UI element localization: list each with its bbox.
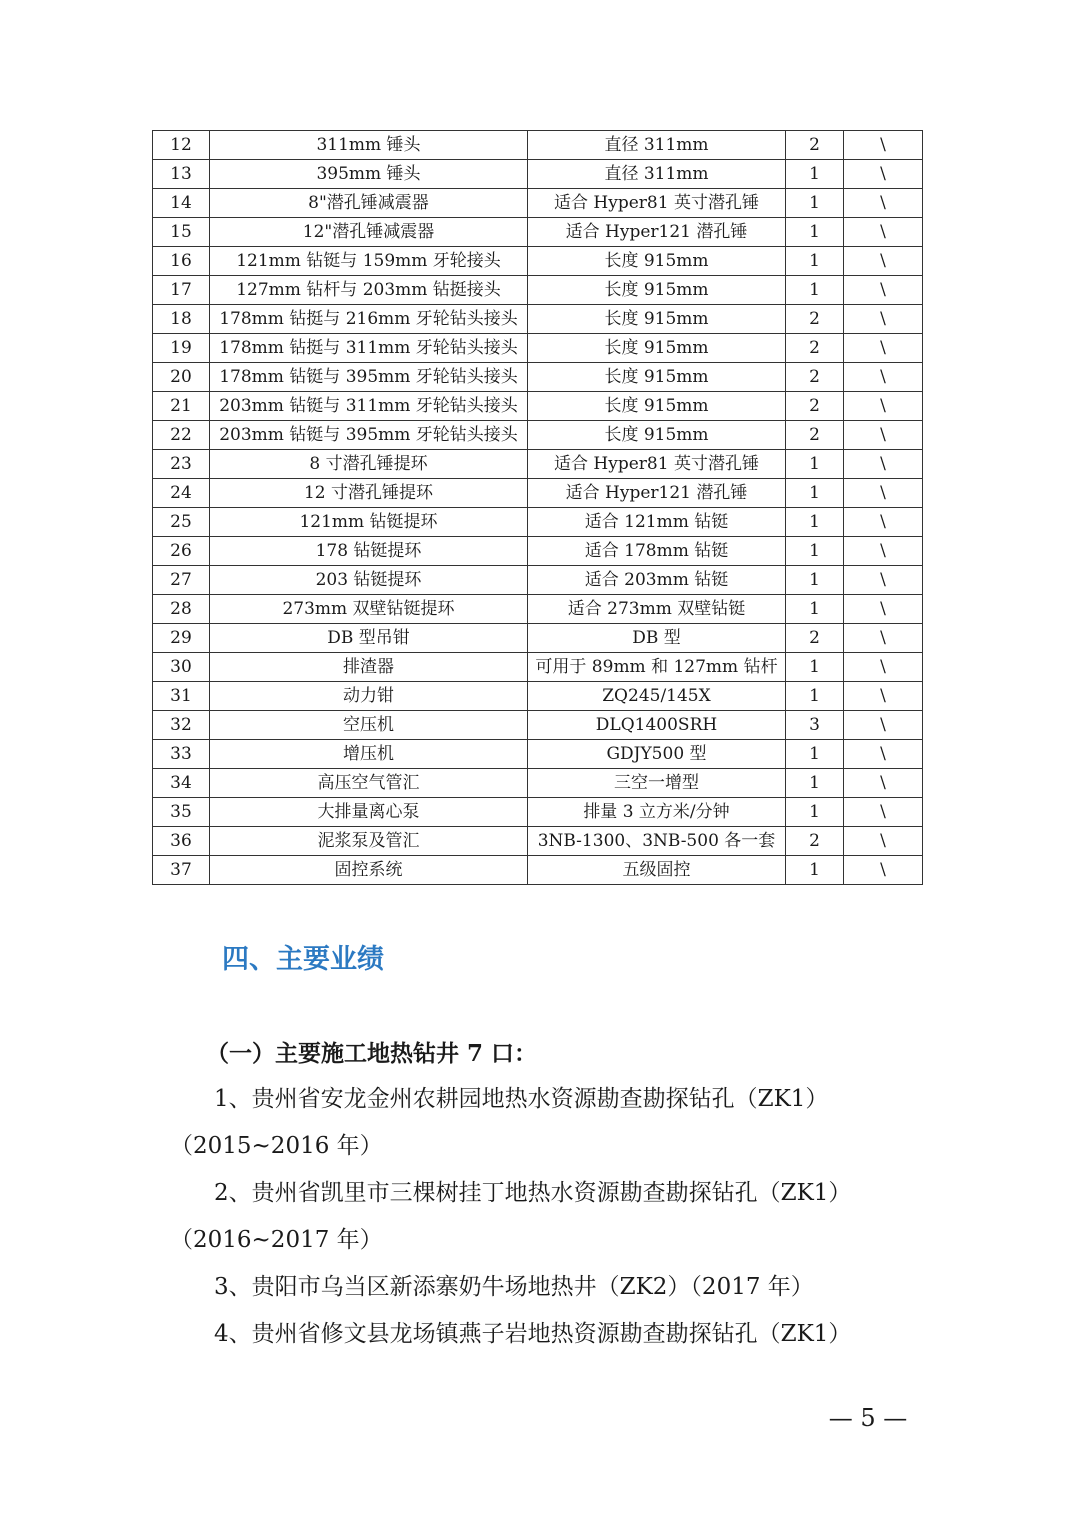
cell-item-name: 大排量离心泵 — [210, 798, 528, 827]
cell-index: 31 — [153, 682, 210, 711]
cell-item-name: 泥浆泵及管汇 — [210, 827, 528, 856]
cell-quantity: 1 — [786, 160, 844, 189]
table-row — [153, 740, 923, 769]
cell-index: 20 — [153, 363, 210, 392]
table-row — [153, 537, 923, 566]
cell-spec: ZQ245/145X — [528, 682, 786, 711]
table-row — [153, 450, 923, 479]
table-row — [153, 479, 923, 508]
cell-index: 37 — [153, 856, 210, 885]
cell-item-name: 203mm 钻铤与 311mm 牙轮钻头接头 — [210, 392, 528, 421]
cell-quantity: 2 — [786, 334, 844, 363]
cell-quantity: 2 — [786, 827, 844, 856]
table-row — [153, 769, 923, 798]
table-row — [153, 305, 923, 334]
table-row — [153, 392, 923, 421]
table-row — [153, 247, 923, 276]
equipment-table-body — [153, 131, 923, 885]
cell-spec: 3NB-1300、3NB-500 各一套 — [528, 827, 786, 856]
cell-spec: GDJY500 型 — [528, 740, 786, 769]
cell-quantity: 1 — [786, 508, 844, 537]
cell-quantity: 1 — [786, 653, 844, 682]
cell-spec: 长度 915mm — [528, 334, 786, 363]
cell-spec: 长度 915mm — [528, 421, 786, 450]
cell-quantity: 1 — [786, 856, 844, 885]
cell-quantity: 1 — [786, 189, 844, 218]
cell-quantity: 2 — [786, 305, 844, 334]
cell-item-name: 高压空气管汇 — [210, 769, 528, 798]
cell-index: 24 — [153, 479, 210, 508]
cell-item-name: 395mm 锤头 — [210, 160, 528, 189]
cell-item-name: 121mm 钻铤提环 — [210, 508, 528, 537]
cell-spec: 直径 311mm — [528, 131, 786, 160]
cell-item-name: 178mm 钻挺与 311mm 牙轮钻头接头 — [210, 334, 528, 363]
cell-note: \ — [844, 711, 923, 740]
cell-item-name: 动力钳 — [210, 682, 528, 711]
table-row — [153, 595, 923, 624]
cell-quantity: 1 — [786, 450, 844, 479]
table-row — [153, 798, 923, 827]
subsection-heading: （一）主要施工地热钻井 7 口： — [206, 1040, 538, 1067]
cell-note: \ — [844, 769, 923, 798]
cell-spec: DLQ1400SRH — [528, 711, 786, 740]
cell-spec: 适合 Hyper121 潜孔锤 — [528, 218, 786, 247]
cell-item-name: 127mm 钻杆与 203mm 钻挺接头 — [210, 276, 528, 305]
cell-index: 35 — [153, 798, 210, 827]
table-row — [153, 421, 923, 450]
cell-note: \ — [844, 247, 923, 276]
cell-spec: 适合 Hyper121 潜孔锤 — [528, 479, 786, 508]
cell-quantity: 3 — [786, 711, 844, 740]
cell-item-name: 12"潜孔锤减震器 — [210, 218, 528, 247]
cell-spec: 适合 121mm 钻铤 — [528, 508, 786, 537]
cell-spec: 适合 Hyper81 英寸潜孔锤 — [528, 189, 786, 218]
cell-note: \ — [844, 566, 923, 595]
cell-spec: 长度 915mm — [528, 392, 786, 421]
cell-note: \ — [844, 363, 923, 392]
cell-spec: 可用于 89mm 和 127mm 钻杆 — [528, 653, 786, 682]
table-row — [153, 827, 923, 856]
page-number: — 5 — — [828, 1404, 908, 1432]
cell-index: 36 — [153, 827, 210, 856]
cell-spec: 长度 915mm — [528, 305, 786, 334]
table-row — [153, 218, 923, 247]
cell-index: 28 — [153, 595, 210, 624]
cell-item-name: 排渣器 — [210, 653, 528, 682]
cell-quantity: 1 — [786, 276, 844, 305]
cell-spec: 适合 178mm 钻铤 — [528, 537, 786, 566]
table-row — [153, 624, 923, 653]
cell-note: \ — [844, 827, 923, 856]
cell-quantity: 1 — [786, 740, 844, 769]
cell-item-name: 121mm 钻铤与 159mm 牙轮接头 — [210, 247, 528, 276]
cell-quantity: 1 — [786, 769, 844, 798]
table-row — [153, 682, 923, 711]
cell-index: 23 — [153, 450, 210, 479]
cell-quantity: 1 — [786, 479, 844, 508]
cell-index: 29 — [153, 624, 210, 653]
cell-item-name: 8"潜孔锤减震器 — [210, 189, 528, 218]
cell-note: \ — [844, 798, 923, 827]
cell-note: \ — [844, 189, 923, 218]
cell-index: 18 — [153, 305, 210, 334]
cell-note: \ — [844, 595, 923, 624]
project-item: 2、贵州省凯里市三棵树挂丁地热水资源勘查勘探钻孔（ZK1）（2016~2017 年） — [170, 1180, 852, 1253]
cell-note: \ — [844, 305, 923, 334]
cell-spec: 排量 3 立方米/分钟 — [528, 798, 786, 827]
table-row — [153, 363, 923, 392]
cell-quantity: 1 — [786, 682, 844, 711]
table-row — [153, 276, 923, 305]
cell-note: \ — [844, 740, 923, 769]
cell-spec: 适合 Hyper81 英寸潜孔锤 — [528, 450, 786, 479]
cell-item-name: 311mm 锤头 — [210, 131, 528, 160]
cell-quantity: 2 — [786, 363, 844, 392]
cell-note: \ — [844, 131, 923, 160]
cell-note: \ — [844, 450, 923, 479]
cell-item-name: 固控系统 — [210, 856, 528, 885]
cell-spec: 长度 915mm — [528, 276, 786, 305]
cell-index: 32 — [153, 711, 210, 740]
cell-note: \ — [844, 479, 923, 508]
cell-spec: 适合 273mm 双壁钻铤 — [528, 595, 786, 624]
cell-note: \ — [844, 334, 923, 363]
cell-quantity: 1 — [786, 247, 844, 276]
project-item: 4、贵州省修文县龙场镇燕子岩地热资源勘查勘探钻孔（ZK1） — [214, 1321, 852, 1347]
cell-note: \ — [844, 856, 923, 885]
cell-note: \ — [844, 653, 923, 682]
cell-item-name: 178 钻铤提环 — [210, 537, 528, 566]
project-item: 1、贵州省安龙金州农耕园地热水资源勘查勘探钻孔（ZK1）（2015~2016 年） — [170, 1086, 829, 1159]
cell-index: 33 — [153, 740, 210, 769]
cell-note: \ — [844, 218, 923, 247]
table-row — [153, 566, 923, 595]
cell-quantity: 1 — [786, 595, 844, 624]
cell-quantity: 1 — [786, 537, 844, 566]
cell-spec: 适合 203mm 钻铤 — [528, 566, 786, 595]
table-row — [153, 653, 923, 682]
cell-note: \ — [844, 276, 923, 305]
cell-index: 26 — [153, 537, 210, 566]
cell-quantity: 1 — [786, 798, 844, 827]
cell-index: 12 — [153, 131, 210, 160]
cell-item-name: DB 型吊钳 — [210, 624, 528, 653]
cell-item-name: 178mm 钻挺与 216mm 牙轮钻头接头 — [210, 305, 528, 334]
cell-quantity: 1 — [786, 218, 844, 247]
cell-spec: 五级固控 — [528, 856, 786, 885]
cell-index: 17 — [153, 276, 210, 305]
table-row — [153, 711, 923, 740]
cell-spec: 直径 311mm — [528, 160, 786, 189]
cell-spec: 长度 915mm — [528, 247, 786, 276]
cell-index: 21 — [153, 392, 210, 421]
cell-item-name: 增压机 — [210, 740, 528, 769]
cell-note: \ — [844, 508, 923, 537]
table-row — [153, 131, 923, 160]
cell-note: \ — [844, 392, 923, 421]
cell-index: 13 — [153, 160, 210, 189]
equipment-table — [152, 130, 923, 885]
cell-note: \ — [844, 537, 923, 566]
cell-index: 34 — [153, 769, 210, 798]
cell-quantity: 2 — [786, 131, 844, 160]
table-row — [153, 334, 923, 363]
cell-item-name: 273mm 双壁钻铤提环 — [210, 595, 528, 624]
cell-note: \ — [844, 682, 923, 711]
cell-spec: 长度 915mm — [528, 363, 786, 392]
cell-item-name: 178mm 钻铤与 395mm 牙轮钻头接头 — [210, 363, 528, 392]
cell-quantity: 2 — [786, 421, 844, 450]
cell-quantity: 1 — [786, 566, 844, 595]
cell-item-name: 空压机 — [210, 711, 528, 740]
cell-spec: 三空一增型 — [528, 769, 786, 798]
cell-index: 25 — [153, 508, 210, 537]
section-heading: 四、主要业绩 — [222, 944, 384, 975]
cell-index: 19 — [153, 334, 210, 363]
table-row — [153, 189, 923, 218]
cell-index: 16 — [153, 247, 210, 276]
table-row — [153, 160, 923, 189]
cell-quantity: 2 — [786, 392, 844, 421]
cell-index: 15 — [153, 218, 210, 247]
cell-index: 22 — [153, 421, 210, 450]
cell-item-name: 12 寸潜孔锤提环 — [210, 479, 528, 508]
cell-index: 27 — [153, 566, 210, 595]
cell-item-name: 8 寸潜孔锤提环 — [210, 450, 528, 479]
table-row — [153, 508, 923, 537]
cell-index: 14 — [153, 189, 210, 218]
cell-note: \ — [844, 421, 923, 450]
project-item: 3、贵阳市乌当区新添寨奶牛场地热井（ZK2）（2017 年） — [214, 1274, 814, 1300]
cell-quantity: 2 — [786, 624, 844, 653]
cell-index: 30 — [153, 653, 210, 682]
cell-spec: DB 型 — [528, 624, 786, 653]
cell-item-name: 203 钻铤提环 — [210, 566, 528, 595]
cell-item-name: 203mm 钻铤与 395mm 牙轮钻头接头 — [210, 421, 528, 450]
cell-note: \ — [844, 624, 923, 653]
table-row — [153, 856, 923, 885]
cell-note: \ — [844, 160, 923, 189]
